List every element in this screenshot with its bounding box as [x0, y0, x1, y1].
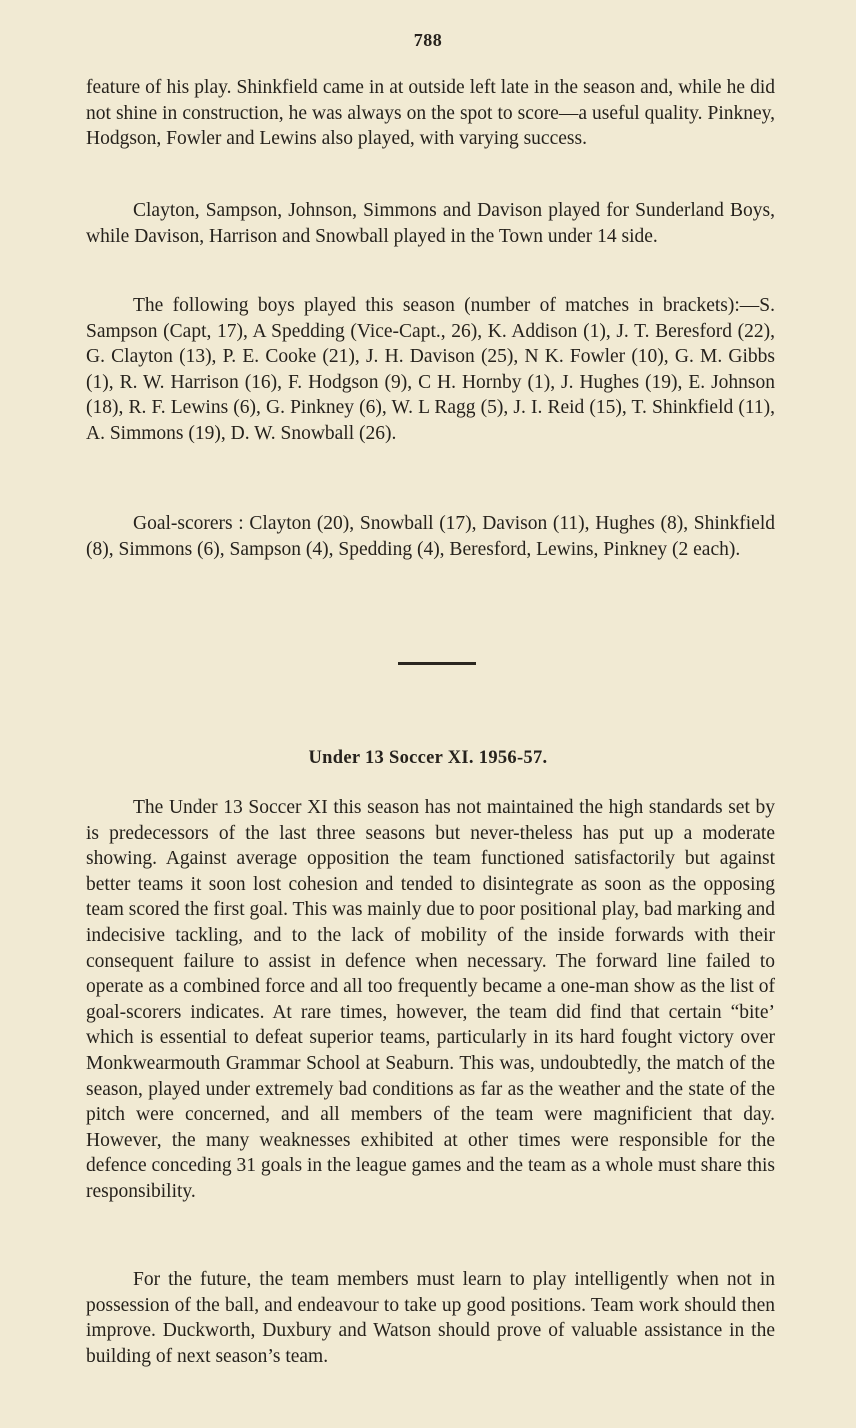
future-outlook-paragraph: [86, 1267, 775, 1369]
paragraph: Clayton, Sampson, Johnson, Simmons and Davison played for Sunderland Boys, while Davison, Harrison and Snowball played in the Town under 14 side.: [86, 200, 775, 247]
representative-honours-paragraph: [86, 198, 775, 249]
page-number: 788: [413, 30, 443, 50]
section-divider: [398, 662, 476, 665]
paragraph: For the future, the team members must learn to play intelligently when not in possession of the ball, and endeavour to take up good positions. Team work should then improve. Duckworth, Duxbury and Watson should prove of valuable assistance in the building of next season’s team.: [86, 1269, 775, 1367]
section-heading: Under 13 Soccer XI. 1956-57.: [308, 748, 548, 768]
paragraph: The following boys played this season (number of matches in brackets):—S. Sampson (Capt, 17), A Spedding (Vice-Capt., 26), K. Addison (1), J. T. Beresford (22), G. Clayton (13), P. E. Cooke (21), J. H. Davison (25), N K. Fowler (10), G. M. Gibbs (1), R. W. Harrison (16), F. Hodgson (9), C H. Hornby (1), J. Hughes (19), E. Johnson (18), R. F. Lewins (6), G. Pinkney (6), W. L Ragg (5), J. I. Reid (15), T. Shinkfield (11), A. Simmons (19), D. W. Snowball (26).: [86, 295, 775, 444]
paragraph: The Under 13 Soccer XI this season has not maintained the high standards set by is predecessors of the last three seasons but never-theless has put up a moderate showing. Against average opposition the team functioned satisfactorily but against better teams it soon lost cohesion and tended to disintegrate as soon as the opposing team scored the first goal. This was mainly due to poor positional play, bad marking and indecisive tackling, and to the lack of mobility of the inside forwards with their consequent failure to assist in defence when necessary. The forward line failed to operate as a combined force and all too frequently became a one-man show as the list of goal-scorers indicates. At rare times, however, the team did find that certain “bite’ which is essential to defeat superior teams, particularly in its hard fought victory over Monkwearmouth Grammar School at Seaburn. This was, undoubtedly, the match of the season, played under extremely bad conditions as far as the weather and the state of the pitch were concerned, and all members of the team were magnificient that day. However, the many weaknesses exhibited at other times were responsible for the defence conceding 31 goals in the league games and the team as a whole must share this responsibility.: [86, 797, 775, 1202]
continued-paragraph: [86, 75, 775, 152]
goal-scorers-paragraph: [86, 511, 775, 562]
season-report-paragraph: [86, 795, 775, 1205]
paragraph: Goal-scorers : Clayton (20), Snowball (17), Davison (11), Hughes (8), Shinkfield (8), Simmons (6), Sampson (4), Spedding (4), Beresford, Lewins, Pinkney (2 each).: [86, 513, 775, 560]
players-list-paragraph: [86, 293, 775, 447]
paragraph: feature of his play. Shinkfield came in at outside left late in the season and, while he did not shine in construction, he was always on the spot to score—a useful quality. Pinkney, Hodgson, Fowler and Lewins also played, with varying success.: [86, 77, 775, 150]
